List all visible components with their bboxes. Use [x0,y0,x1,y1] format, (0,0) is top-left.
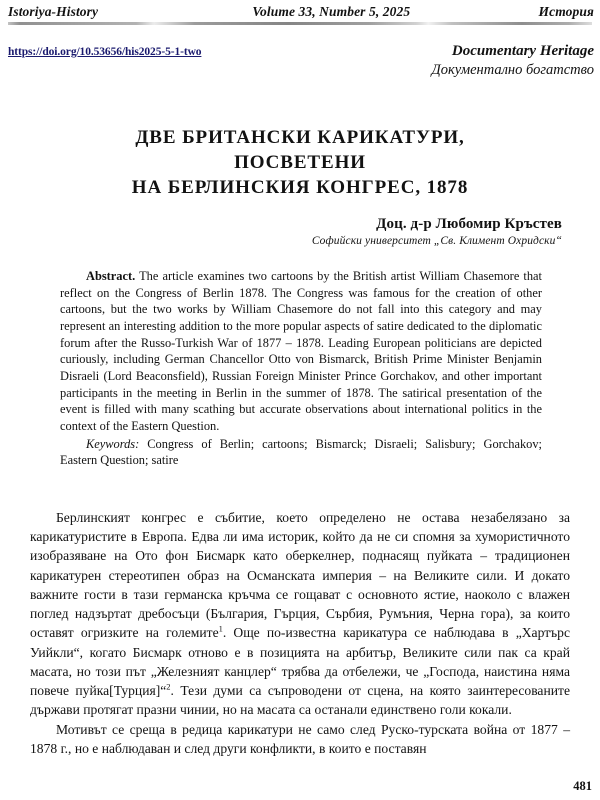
running-header-issue: Volume 33, Number 5, 2025 [252,4,411,19]
author-affiliation: Софийски университет „Св. Климент Охридски“ [311,235,562,247]
abstract-label: Abstract. [86,269,136,283]
body-paragraph-2: Мотивът се среща в редица карикатури не само след Руско-турската война от 1877 – 1878 г., но е наблюдаван и след други конфликти, в които е поставян [30,721,570,756]
abstract-section [60,268,542,469]
author-block [40,216,562,247]
running-header-journal-name: Istoriya-History [8,4,99,19]
page-title-line-1: ДВЕ БРИТАНСКИ КАРИКАТУРИ, [135,126,465,148]
abstract-paragraph [60,268,542,435]
page-number: 481 [573,779,592,793]
section-label-bulgarian: Документално богатство [431,61,594,78]
page-title-line-3: НА БЕРЛИНСКИЯ КОНГРЕС, 1878 [131,177,469,199]
body-paragraph-1-part-b: . Още по-известна карикатура се наблюдава в „Хартърс Уийкли“, когато Бисмарк отново е в позицията на арбитър, Великите сили пак са край масата, но този път „Железният канцлер“ трябва да отбележи, че „Господа, наистина няма повече пуйка[Турция]“ [30,625,570,699]
header-divider-rule [8,22,592,25]
author-name: Доц. д-р Любомир Кръстев [376,216,562,232]
page-title [40,125,560,201]
footnote-marker-1[interactable]: 1 [218,623,223,634]
doi-link[interactable]: https://doi.org/10.53656/his2025-5-1-two [8,46,202,58]
body-paragraph-1-part-a: Берлинският конгрес е събитие, което определено не остава незабелязано за карикатуристите в Европа. Едва ли има историк, който да не си спомня за хумористичното изобразяване на Ото фон Бисмарк като оберкелнер, поднасящ пуйката – традиционен карикатурен стереотипен образ на Османската империя – на Великите сили. И докато важните гости в тази германска кръчма се гощават с основното ястие, наоколо с влажен поглед надзъртат дребосъци (България, Гърция, Сърбия, Румъния, Черна гора), за които оставят огризките на големите [30,510,570,641]
running-header [8,4,594,20]
keywords-paragraph [60,436,542,469]
doi-and-section-row [8,44,594,78]
abstract-text: The article examines two cartoons by the British artist William Chasemore that reflect on the Congress of Berlin 1878. The Congress was famous for the creation of other cartoons, but the two works by William Chasemore do not fall into this category and may represent an interesting addition to the more popular aspects of satire dedicated to the diplomatic forum after the Russo-Turkish War of 1877 – 1878. Leading European politicians are depicted curiously, including German Chancellor Otto von Bismarck, British Prime Minister Benjamin Disraeli (Lord Beaconsfield), Russian Foreign Minister Prince Gorchakov, and other important participants in the meeting in Berlin in the summer of 1878. The satirical presentation of the event is filled with many scathing but accurate observations about international politics in the context of the Eastern Question. [60,269,542,434]
page-title-line-2: ПОСВЕТЕНИ [234,151,366,173]
body-paragraph-1-part-c: . Тези думи са съпроводени от сцена, на която заинтересованите държави протягат празни чинии, но на масата са останали единствено голи кокали. [30,683,570,718]
running-header-journal-name-bg: История [538,4,594,19]
section-label-english: Documentary Heritage [451,43,594,59]
footnote-marker-2[interactable]: 2 [166,681,171,692]
body-paragraph-1 [30,508,570,720]
keywords-label: Keywords: [86,436,140,451]
body-text [30,508,570,758]
section-label [432,42,595,79]
keywords-text: Congress of Berlin; cartoons; Bismarck; Disraeli; Salisbury; Gorchakov; Eastern Question; satire [60,436,542,468]
